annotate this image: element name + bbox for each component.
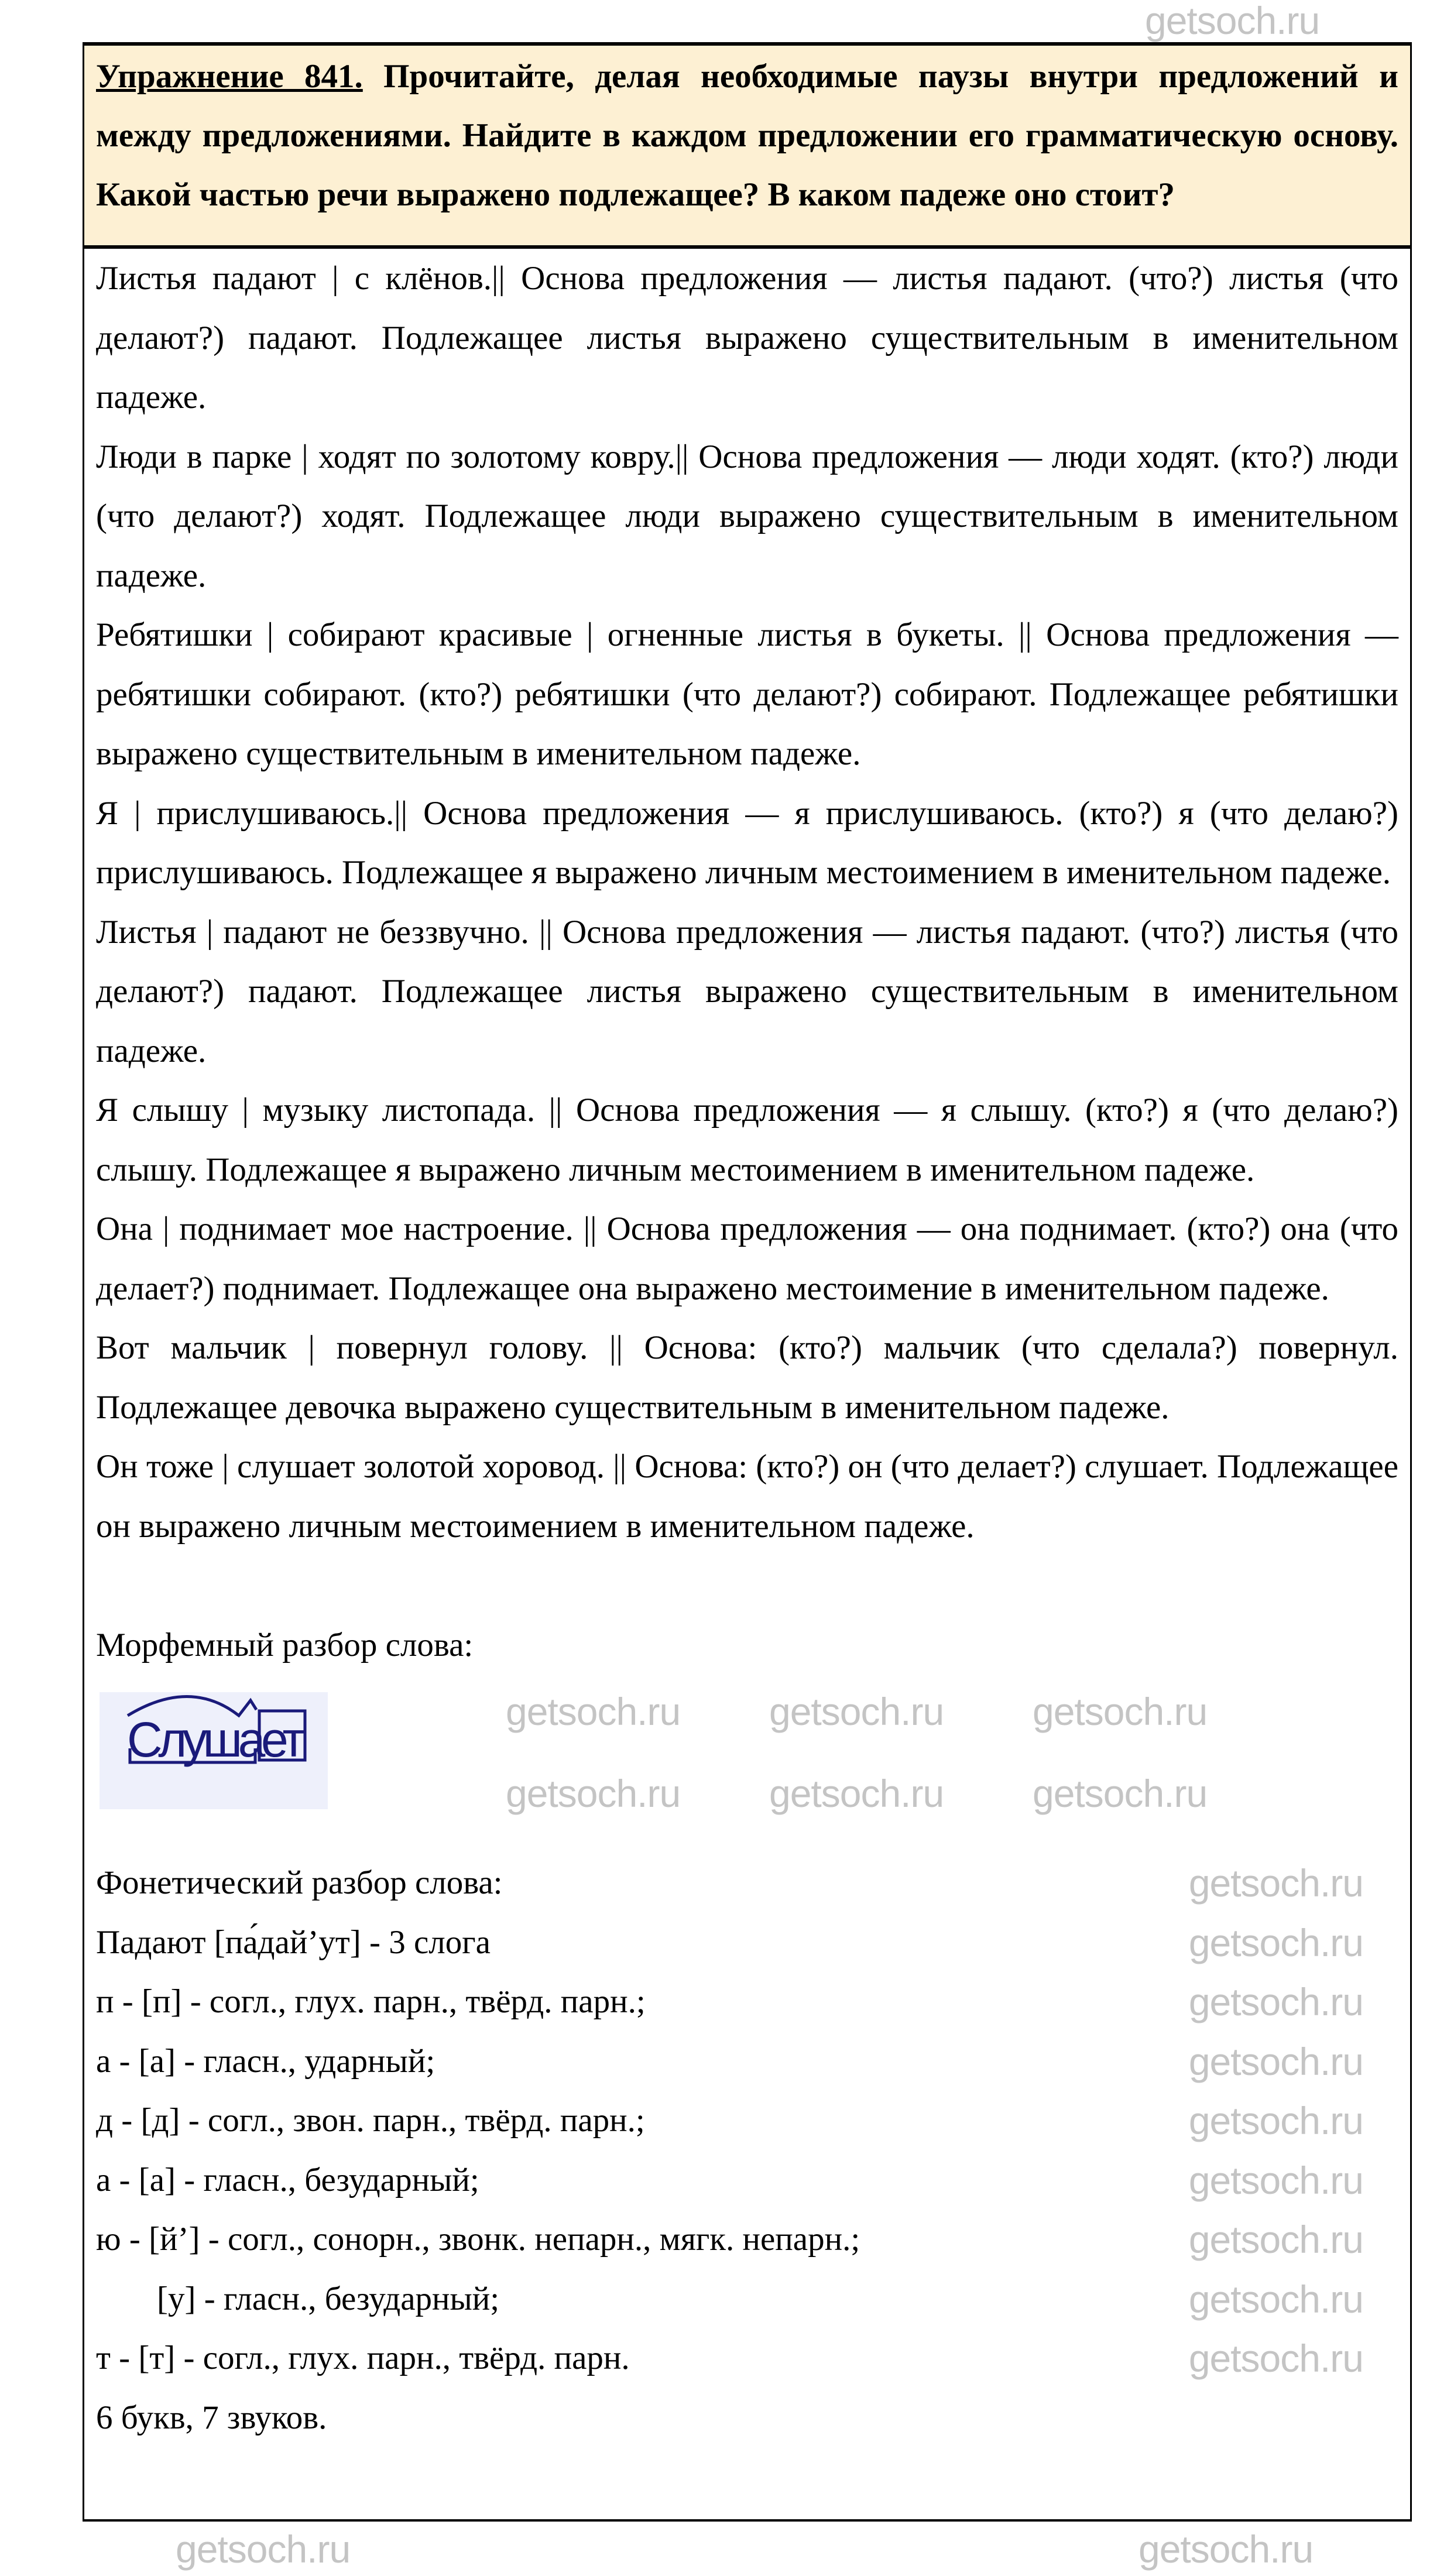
watermark: getsoch.ru bbox=[1188, 1920, 1363, 1964]
watermark: getsoch.ru bbox=[769, 1690, 944, 1733]
watermark: getsoch.ru bbox=[1188, 2218, 1363, 2261]
answer-paragraph: Вот мальчик | повернул голову. || Основа: (кто?) мальчик (что сделала?) повернул. Подлежащее девочка выражено существительным в именительном падеже. bbox=[96, 1329, 1398, 1426]
watermark: getsoch.ru bbox=[1145, 0, 1320, 42]
exercise-frame bbox=[83, 42, 1412, 2522]
watermark: getsoch.ru bbox=[1188, 1861, 1363, 1905]
spacer bbox=[96, 1556, 1398, 1615]
phonetic-line bbox=[96, 1972, 1398, 2032]
phonetic-line-text: [у] - гласн., безударный; bbox=[157, 2280, 500, 2317]
answer-paragraph: Листья | падают не беззвучно. || Основа предложения — листья падают. (что?) листья (что делают?) падают. Подлежащее листья выражено существительным в именительном падеже. bbox=[96, 913, 1398, 1069]
morpheme-title: Морфемный разбор слова: bbox=[96, 1626, 474, 1663]
phonetic-line-text: а - [а] - гласн., ударный; bbox=[96, 2042, 435, 2080]
phonetic-line bbox=[96, 2091, 1398, 2150]
answer-paragraph: Он тоже | слушает золотой хоровод. || Основа: (кто?) он (что делает?) слушает. Подлежащее он выражено личным местоимением в именительном падеже. bbox=[96, 1448, 1398, 1545]
answer-paragraph: Листья падают | с клёнов.|| Основа предложения — листья падают. (что?) листья (что делают?) падают. Подлежащее листья выражено существительным в именительном падеже. bbox=[96, 260, 1398, 416]
phonetic-title: Фонетический разбор слова: bbox=[96, 1864, 503, 1901]
phonetic-line-text: п - [п] - согл., глух. парн., твёрд. парн.; bbox=[96, 1983, 646, 2020]
phonetic-line bbox=[96, 2269, 1398, 2329]
watermark: getsoch.ru bbox=[1033, 1772, 1208, 1815]
watermark: getsoch.ru bbox=[769, 1772, 944, 1815]
morpheme-diagram-image bbox=[100, 1675, 334, 1815]
phonetic-summary-row bbox=[96, 2388, 1398, 2448]
exercise-task: Прочитайте, делая необходимые паузы внутри предложений и между предложениями. Найдите в каждом предложении его грамматическую основу. Какой частью речи выражено подлежащее? В каком падеже оно стоит? bbox=[96, 58, 1398, 213]
phonetic-line bbox=[96, 2328, 1398, 2388]
morpheme-diagram bbox=[96, 1675, 1398, 1853]
watermark: getsoch.ru bbox=[506, 1690, 681, 1733]
watermark: getsoch.ru bbox=[1188, 2277, 1363, 2321]
watermark: getsoch.ru bbox=[1188, 2337, 1363, 2380]
phonetic-transcription: Падают [па́дай’ут] - 3 слога bbox=[96, 1923, 491, 1961]
watermark: getsoch.ru bbox=[176, 2527, 351, 2571]
phonetic-line bbox=[96, 2032, 1398, 2091]
answer-paragraph: Ребятишки | собирают красивые | огненные листья в букеты. || Основа предложения — ребятишки собирают. (кто?) ребятишки (что делают?) собирают. Подлежащее ребятишки выражено существительным в именительном падеже. bbox=[96, 616, 1398, 772]
watermark: getsoch.ru bbox=[1033, 1690, 1208, 1733]
phonetic-line-text: ю - [й’] - согл., сонорн., звонк. непарн., мягк. непарн.; bbox=[96, 2221, 860, 2258]
phonetic-title-row bbox=[96, 1853, 1398, 1913]
answer-paragraph: Она | поднимает мое настроение. || Основа предложения — она поднимает. (кто?) она (что делает?) поднимает. Подлежащее она выражено местоимение в именительном падеже. bbox=[96, 1210, 1398, 1307]
watermark: getsoch.ru bbox=[506, 1772, 681, 1815]
phonetic-line bbox=[96, 2210, 1398, 2269]
morpheme-word: Слушает bbox=[127, 1712, 305, 1767]
phonetic-line-text: д - [д] - согл., звон. парн., твёрд. парн.; bbox=[96, 2102, 645, 2139]
watermark: getsoch.ru bbox=[1188, 1980, 1363, 2023]
answer-paragraph: Я | прислушиваюсь.|| Основа предложения — я прислушиваюсь. (кто?) я (что делаю?) прислушиваюсь. Подлежащее я выражено личным местоимением в именительном падеже. bbox=[96, 794, 1398, 891]
phonetic-summary: 6 букв, 7 звуков. bbox=[96, 2399, 327, 2436]
exercise-header bbox=[84, 46, 1410, 249]
answer-body bbox=[84, 249, 1410, 2447]
phonetic-transcription-row bbox=[96, 1913, 1398, 1973]
phonetic-line-text: а - [а] - гласн., безударный; bbox=[96, 2161, 479, 2198]
watermark: getsoch.ru bbox=[1138, 2527, 1314, 2571]
answer-paragraph: Я слышу | музыку листопада. || Основа предложения — я слышу. (кто?) я (что делаю?) слышу. Подлежащее я выражено личным местоимением в именительном падеже. bbox=[96, 1092, 1398, 1188]
answer-paragraph: Люди в парке | ходят по золотому ковру.|| Основа предложения — люди ходят. (кто?) люди (что делают?) ходят. Подлежащее люди выражено существительным в именительном падеже. bbox=[96, 438, 1398, 594]
watermark: getsoch.ru bbox=[1188, 2039, 1363, 2083]
watermark: getsoch.ru bbox=[1188, 2158, 1363, 2202]
phonetic-line bbox=[96, 2150, 1398, 2210]
watermark: getsoch.ru bbox=[1188, 2099, 1363, 2142]
exercise-number: Упражнение 841. bbox=[96, 58, 363, 95]
phonetic-line-text: т - [т] - согл., глух. парн., твёрд. парн. bbox=[96, 2340, 630, 2376]
